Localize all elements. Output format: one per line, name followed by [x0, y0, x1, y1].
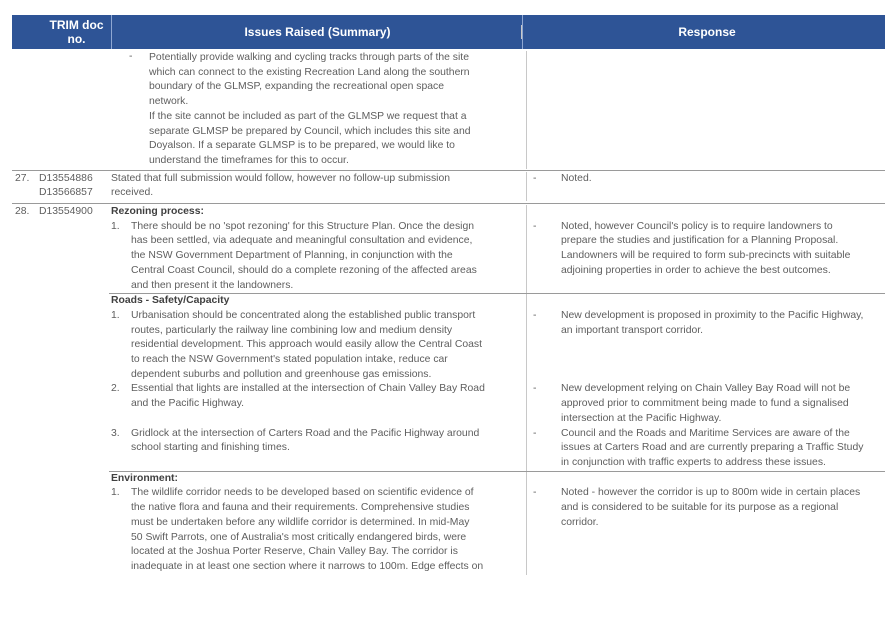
response-line: New development relying on Chain Valley Bay Road will not be [561, 383, 851, 395]
submissions-table [12, 15, 885, 575]
numbered-item [111, 427, 526, 456]
issue-line: has been settled, via adequate and meaningful consultation and evidence, [131, 235, 473, 247]
issue-line: Central Coast Council, should do a complete rezoning of the affected areas [131, 264, 477, 276]
issue-line: separate GLMSP be prepared by Council, which includes this site and [149, 125, 471, 137]
numbered-item [111, 486, 526, 574]
issue-line: boundary of the GLMSP, expanding the recreational open space [149, 81, 444, 93]
section-heading: Environment: [111, 472, 178, 484]
issue-line: Doyalson. If a separate GLMSP is to be prepared, we would like to [149, 140, 455, 152]
issue-line: inadequate in at least one section where it narrows to 100m. Edge effects on [131, 560, 484, 572]
issue-line: school starting and finishing times. [131, 442, 290, 454]
bullet-marker: - [533, 383, 537, 395]
issue-cell [109, 172, 527, 201]
trim-number: D13554886 [39, 172, 93, 184]
response-line: issues at Carters Road and are currently preparing a Traffic Study [561, 442, 864, 454]
issue-line: Urbanisation should be concentrated along the established public transport [131, 309, 476, 321]
numbered-item [111, 220, 526, 294]
issue-line: Essential that lights are installed at the intersection of Chain Valley Bay Road [131, 383, 485, 395]
response-line: and is considered to be suitable for its purpose as a regional [561, 502, 839, 514]
header-issues: Issues Raised (Summary) [112, 25, 522, 39]
issue-line: The wildlife corridor needs to be developed based on scientific evidence of [131, 487, 474, 499]
issue-line: Stated that full submission would follow, however no follow-up submission [111, 172, 451, 184]
response-text: Noted. [561, 172, 592, 184]
numbered-item [111, 382, 526, 426]
table-header [12, 15, 885, 49]
rezoning-section [109, 205, 885, 293]
response-cell [527, 294, 885, 470]
bullet-marker: - [533, 172, 537, 184]
table-row-continued [12, 49, 885, 171]
table-row-27 [12, 171, 885, 204]
item-number: 1. [111, 309, 120, 321]
issue-line: Gridlock at the intersection of Carters Road and the Pacific Highway around [131, 427, 480, 439]
issue-line: received. [111, 187, 154, 199]
issue-line: network. [149, 96, 189, 108]
bullet-marker: - [533, 220, 537, 232]
response-line: prepare the studies and justification for a Planning Proposal. [561, 235, 839, 247]
issue-line: which can connect to the existing Recreation Land along the southern [149, 66, 470, 78]
item-number: 3. [111, 427, 120, 439]
section-heading: Roads - Safety/Capacity [111, 295, 230, 307]
response-line: intersection at the Pacific Highway. [561, 412, 722, 424]
issue-line: the native flora and fauna and their requirements. Comprehensive studies [131, 502, 470, 514]
roads-section [109, 293, 885, 470]
bullet-marker: - [533, 487, 537, 499]
issue-cell [109, 51, 527, 169]
issue-line: routes, particularly the railway line combining low and medium density [131, 324, 453, 336]
response-line: Noted - however the corridor is up to 800m wide in certain places [561, 487, 861, 499]
bullet-item [111, 51, 526, 169]
response-line: Landowners will be required to form sub-precincts with suitable [561, 250, 851, 262]
issue-line: Potentially provide walking and cycling tracks through parts of the site [149, 52, 469, 63]
bullet-marker: - [129, 51, 133, 62]
section-heading: Rezoning process: [111, 206, 204, 218]
response-line: an important transport corridor. [561, 324, 704, 336]
issue-line: 50 Swift Parrots, one of Australia's most critically endangered birds, were [131, 531, 467, 543]
header-response: Response [678, 25, 736, 39]
issue-line: the NSW Government Department of Planning, in conjunction with the [131, 250, 453, 262]
row-number: 27. [15, 172, 30, 184]
response-line: adjoining properties in order to achieve the best outcomes. [561, 264, 831, 276]
item-number: 1. [111, 220, 120, 232]
item-number: 1. [111, 487, 120, 499]
issue-line: and the Pacific Highway. [131, 398, 245, 410]
issue-line: located at the Joshua Porter Reserve, Chain Valley Bay. The corridor is [131, 546, 458, 558]
issue-line: must be undertaken before any wildlife corridor is determined. In mid-May [131, 516, 470, 528]
bullet-marker: - [533, 427, 537, 439]
table-row-28 [12, 204, 885, 575]
response-cell [527, 172, 885, 201]
issue-line: understand the timeframes for this to occur. [149, 154, 349, 166]
issue-line: There should be no 'spot rezoning' for this Structure Plan. Once the design [131, 220, 475, 232]
issue-line: If the site cannot be included as part of the GLMSP we request that a [149, 110, 467, 122]
issue-line: and then present it the landowners. [131, 279, 294, 291]
trim-cell [36, 172, 109, 201]
issue-line: dependent suburbs and pollution and greenhouse gas emissions. [131, 368, 432, 380]
numbered-item [111, 309, 526, 383]
response-line: Council and the Roads and Maritime Services are aware of the [561, 427, 850, 439]
response-line: New development is proposed in proximity to the Pacific Highway, [561, 309, 864, 321]
response-cell [527, 51, 885, 169]
header-trim: TRIM doc no. [49, 18, 104, 46]
bullet-marker: - [533, 309, 537, 321]
issue-line: residential development. This approach would easily allow the Central Coast [131, 339, 482, 351]
item-number: 2. [111, 383, 120, 395]
response-line: approved prior to commitment being made to fund a signalised [561, 398, 849, 410]
environment-section [109, 471, 885, 575]
response-line: Noted, however Council's policy is to require landowners to [561, 220, 833, 232]
row-number: 28. [15, 206, 30, 218]
response-line: corridor. [561, 516, 599, 528]
trim-number: D13554900 [39, 206, 93, 218]
issue-line: to reach the NSW Government's stated population intake, reduce car [131, 354, 448, 366]
response-cell [527, 472, 885, 575]
response-line: in conjunction with traffic experts to address these issues. [561, 456, 826, 468]
trim-number: D13566857 [39, 187, 93, 199]
response-cell [527, 205, 885, 293]
